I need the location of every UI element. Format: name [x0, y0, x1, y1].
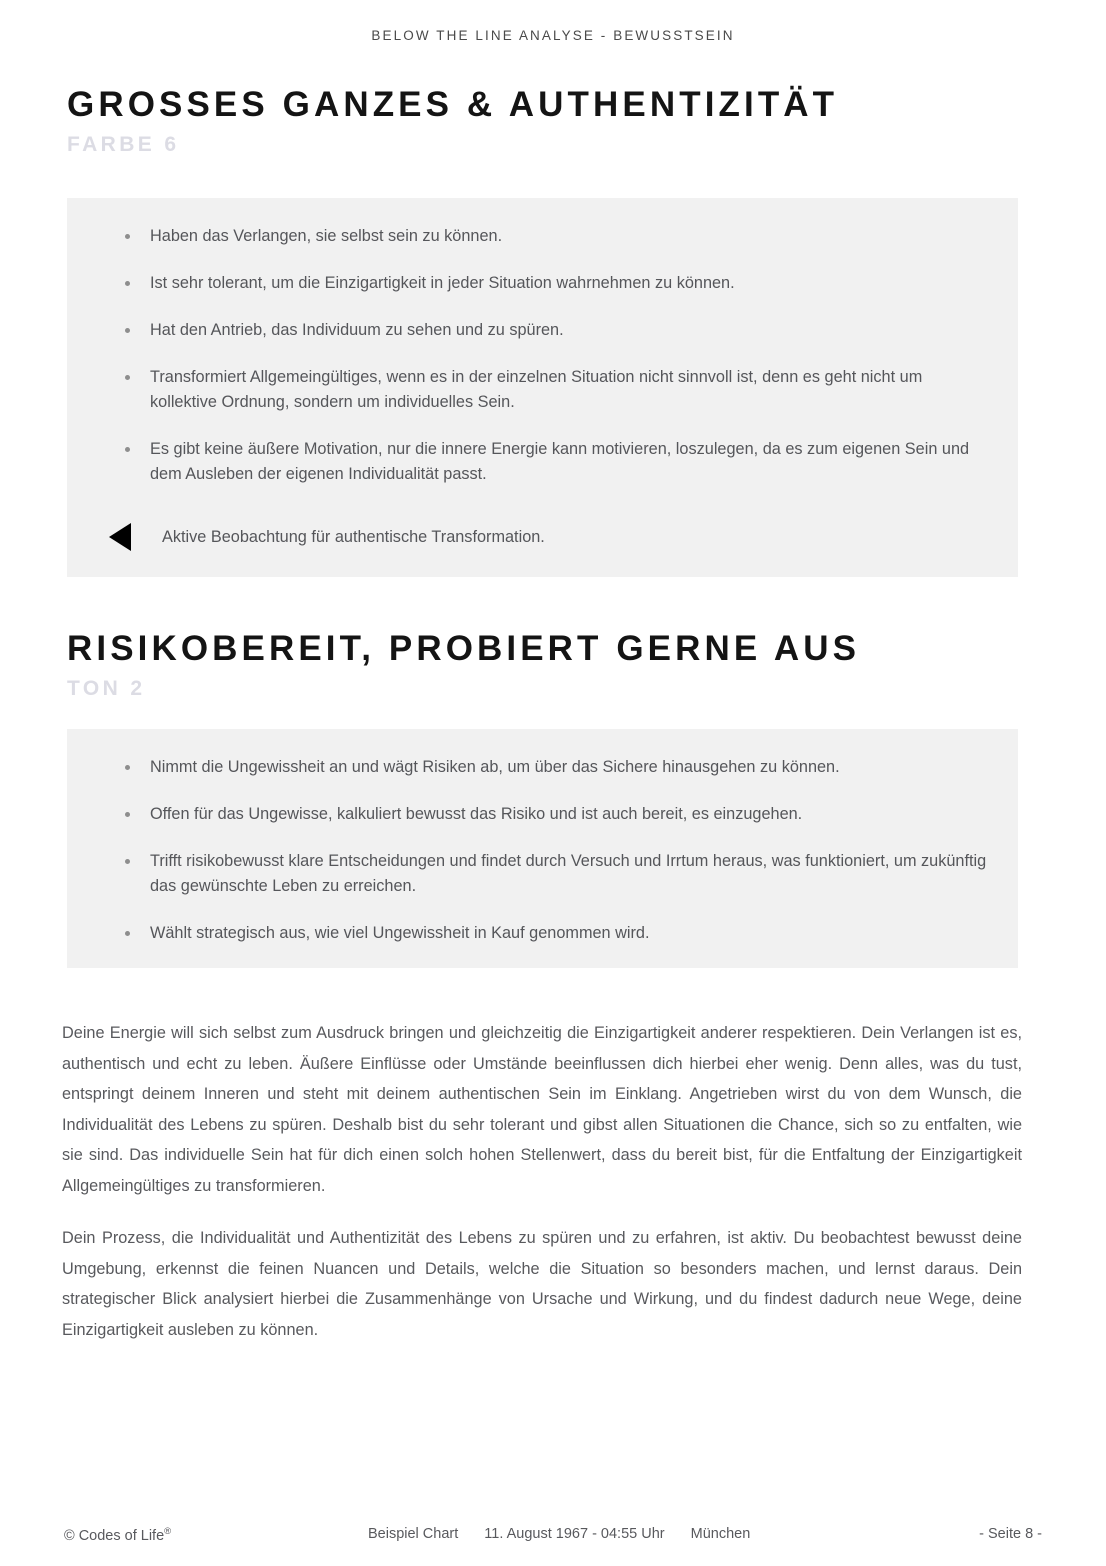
footer-copyright-text: © Codes of Life: [64, 1527, 165, 1544]
section-subtitle: FARBE 6: [67, 133, 180, 156]
section-risikobereit: [0, 628, 1106, 968]
bullet-panel: [67, 729, 1018, 968]
callout-text: Aktive Beobachtung für authentische Transformation.: [162, 527, 545, 546]
body-paragraph: Deine Energie will sich selbst zum Ausdruck bringen und gleichzeitig die Einzigartigkeit anderer respektieren. Dein Verlangen ist es, authentisch und echt zu leben. Äußere Einflüsse oder Umstände beeinflussen dich hierbei eher wenig. Denn alles, was du tust, entspringt deinem Inneren und steht mit deinem authentischen Sein im Einklang. Angetrieben wirst du von dem Wunsch, die Individualität des Lebens zu spüren. Deshalb bist du sehr tolerant und gibst allen Situationen die Chance, sich so zu entfalten, wie sie sind. Das individuelle Sein hat für dich einen solch hohen Stellenwert, dass du bereit bist, für die Entfaltung der Einzigartigkeit Allgemeingültiges zu transformieren.: [62, 1024, 1022, 1195]
page-footer: [0, 1526, 1106, 1548]
section-grosses-ganzes: [0, 84, 1106, 577]
callout: [97, 523, 988, 551]
bullet-list: [97, 224, 988, 487]
body-paragraph: Dein Prozess, die Individualität und Authentizität des Lebens zu spüren und zu erfahren, ist aktiv. Du beobachtest bewusst deine Umgebung, erkennst die feinen Nuancen und Details, welche die Situation so besonders machen, und lernst daraus. Dein strategischer Blick analysiert hierbei die Zusammenhänge von Ursache und Wirkung, und du findest dadurch neue Wege, deine Einzigartigkeit ausleben zu können.: [62, 1229, 1022, 1339]
footer-page-number: - Seite 8 -: [979, 1526, 1042, 1542]
footer-chart-name: Beispiel Chart: [368, 1526, 459, 1542]
bullet-list: [97, 755, 988, 946]
body-copy: [62, 1018, 1022, 1345]
footer-datetime: 11. August 1967 - 04:55 Uhr: [484, 1526, 665, 1542]
list-item: Es gibt keine äußere Motivation, nur die innere Energie kann motivieren, loszulegen, da es zum eigenen Sein und dem Ausleben der eigenen Individualität passt.: [97, 437, 988, 487]
section-title: RISIKOBEREIT, PROBIERT GERNE AUS: [67, 629, 861, 668]
footer-meta: [368, 1526, 750, 1542]
list-item: Nimmt die Ungewissheit an und wägt Risiken ab, um über das Sichere hinausgehen zu können.: [97, 755, 988, 780]
list-item: Wählt strategisch aus, wie viel Ungewissheit in Kauf genommen wird.: [97, 921, 988, 946]
list-item: Transformiert Allgemeingültiges, wenn es in der einzelnen Situation nicht sinnvoll ist, denn es geht nicht um kollektive Ordnung, sondern um individuelles Sein.: [97, 365, 988, 415]
footer-copyright: [64, 1526, 171, 1544]
list-item: Ist sehr tolerant, um die Einzigartigkeit in jeder Situation wahrnehmen zu können.: [97, 271, 988, 296]
bullet-panel: [67, 198, 1018, 577]
running-header: BELOW THE LINE ANALYSE - BEWUSSTSEIN: [371, 28, 735, 43]
list-item: Offen für das Ungewisse, kalkuliert bewusst das Risiko und ist auch bereit, es einzugehen.: [97, 802, 988, 827]
list-item: Haben das Verlangen, sie selbst sein zu können.: [97, 224, 988, 249]
left-triangle-icon: [109, 523, 131, 551]
footer-location: München: [690, 1526, 751, 1542]
section-subtitle: TON 2: [67, 677, 146, 700]
list-item: Trifft risikobewusst klare Entscheidungen und findet durch Versuch und Irrtum heraus, was funktioniert, um zukünftig das gewünschte Leben zu erreichen.: [97, 849, 988, 899]
section-title: GROSSES GANZES & AUTHENTIZITÄT: [67, 85, 839, 124]
registered-mark-icon: ®: [164, 1526, 172, 1537]
list-item: Hat den Antrieb, das Individuum zu sehen und zu spüren.: [97, 318, 988, 343]
